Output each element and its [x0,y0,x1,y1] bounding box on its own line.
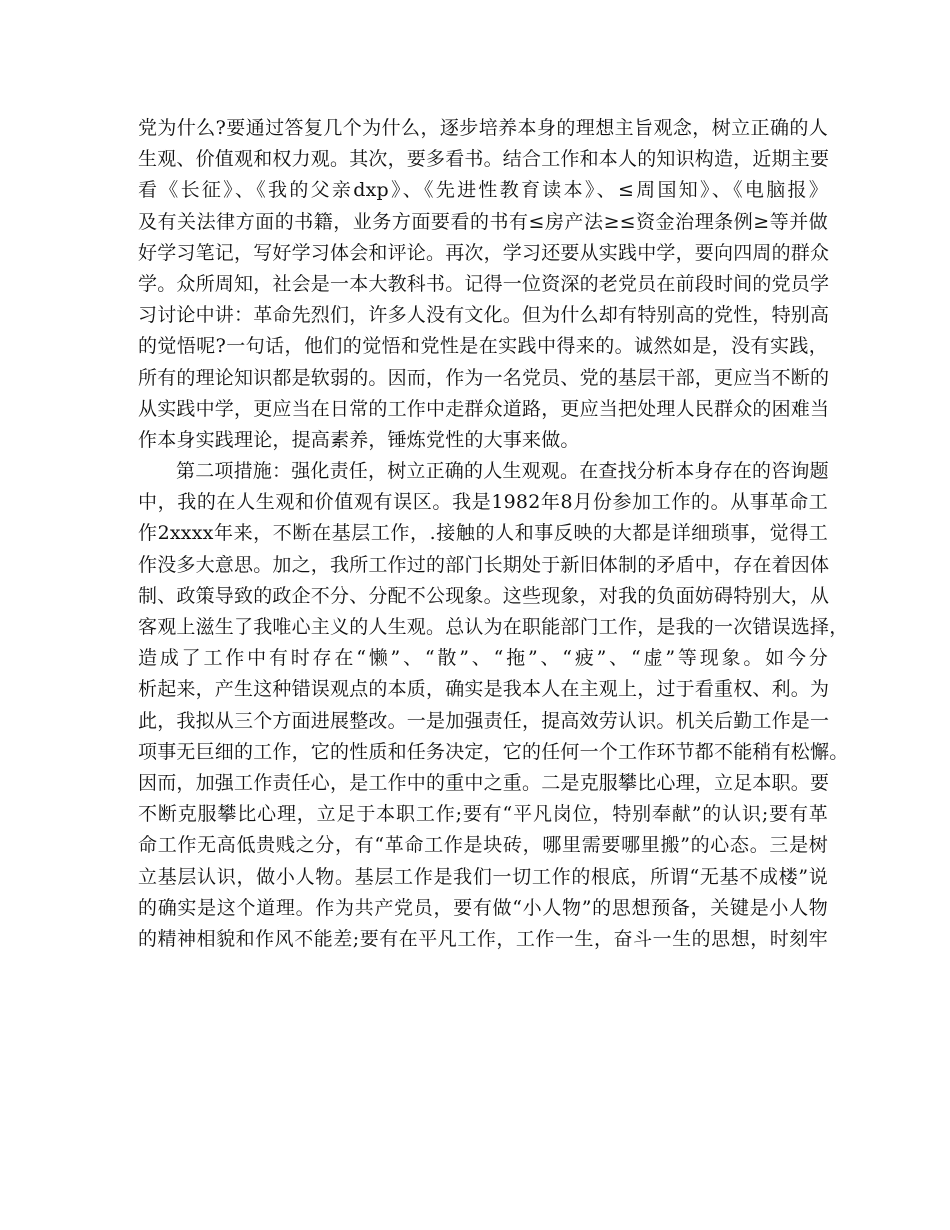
text-line: 立基层认识，做小人物。基层工作是我们一切工作的根底，所谓“无基不成楼”说 [138,865,828,888]
paragraph-start-line: 第二项措施：强化责任，树立正确的人生观观。在查找分析本身存在的咨询题 [176,460,829,483]
text-line: 项事无巨细的工作，它的性质和任务决定，它的任何一个工作环节都不能稍有松懈。 [138,740,849,763]
text-line: 命工作无高低贵贱之分，有“革命工作是块砖，哪里需要哪里搬”的心态。三是树 [138,834,828,857]
text-line: 习讨论中讲：革命先烈们，许多人没有文化。但为什么却有特别高的党性，特别高 [138,304,830,327]
text-line: 制、政策导致的政企不分、分配不公现象。这些现象，对我的负面妨碍特别大，从 [138,584,830,607]
text-line: 的确实是这个道理。作为共产党员，要有做“小人物”的思想预备，关键是小人物 [138,896,828,919]
text-line: 不断克服攀比心理，立足于本职工作;要有“平凡岗位，特别奉献”的认识;要有革 [138,803,828,826]
text-line: 所有的理论知识都是软弱的。因而，作为一名党员、党的基层干部，更应当不断的 [138,366,830,389]
paragraph-end-line: 作本身实践理论，提高素养，锤炼党性的大事来做。 [138,428,580,451]
text-line: 因而，加强工作责任心，是工作中的重中之重。二是克服攀比心理，立足本职。要 [138,771,830,794]
text-line: 析起来，产生这种错误观点的本质，确实是我本人在主观上，过于看重权、利。为 [138,678,830,701]
text-line: 从实践中学，更应当在日常的工作中走群众道路，更应当把处理人民群众的困难当 [138,397,830,420]
text-line: 造成了工作中有时存在“懒”、“散”、“拖”、“疲”、“虚”等现象。如今分 [138,647,828,670]
text-line: 学。众所周知，社会是一本大教科书。记得一位资深的老党员在前段时间的党员学 [138,272,830,295]
text-line: 作2xxxx年来，不断在基层工作，.接触的人和事反映的大都是详细琐事，觉得工 [138,522,828,545]
text-line: 看《长征》、《我的父亲dxp》、《先进性教育读本》、≤周国知》、《电脑报》 [138,179,828,202]
text-line: 党为什么?要通过答复几个为什么，逐步培养本身的理想主旨观念，树立正确的人 [138,117,828,139]
text-line: 的觉悟呢?一句话，他们的觉悟和党性是在实践中得来的。诚然如是，没有实践， [138,335,828,358]
text-line: 及有关法律方面的书籍，业务方面要看的书有≤房产法≥≤资金治理条例≥等并做 [138,210,828,233]
text-line: 的精神相貌和作风不能差;要有在平凡工作，工作一生，奋斗一生的思想，时刻牢 [138,927,828,950]
text-line: 此，我拟从三个方面进展整改。一是加强责任，提高效劳认识。机关后勤工作是一 [138,709,830,732]
text-line: 客观上滋生了我唯心主义的人生观。总认为在职能部门工作，是我的一次错误选择， [138,616,849,638]
text-line: 作没多大意思。加之，我所工作过的部门长期处于新旧体制的矛盾中，存在着因体 [138,553,830,576]
text-line: 生观、价值观和权力观。其次，要多看书。结合工作和本人的知识构造，近期主要 [138,148,830,171]
text-line: 中，我的在人生观和价值观有误区。我是1982年8月份参加工作的。从事革命工 [138,491,828,514]
body-text [138,113,849,955]
text-line: 好学习笔记，写好学习体会和评论。再次，学习还要从实践中学，要向四周的群众 [138,241,830,264]
